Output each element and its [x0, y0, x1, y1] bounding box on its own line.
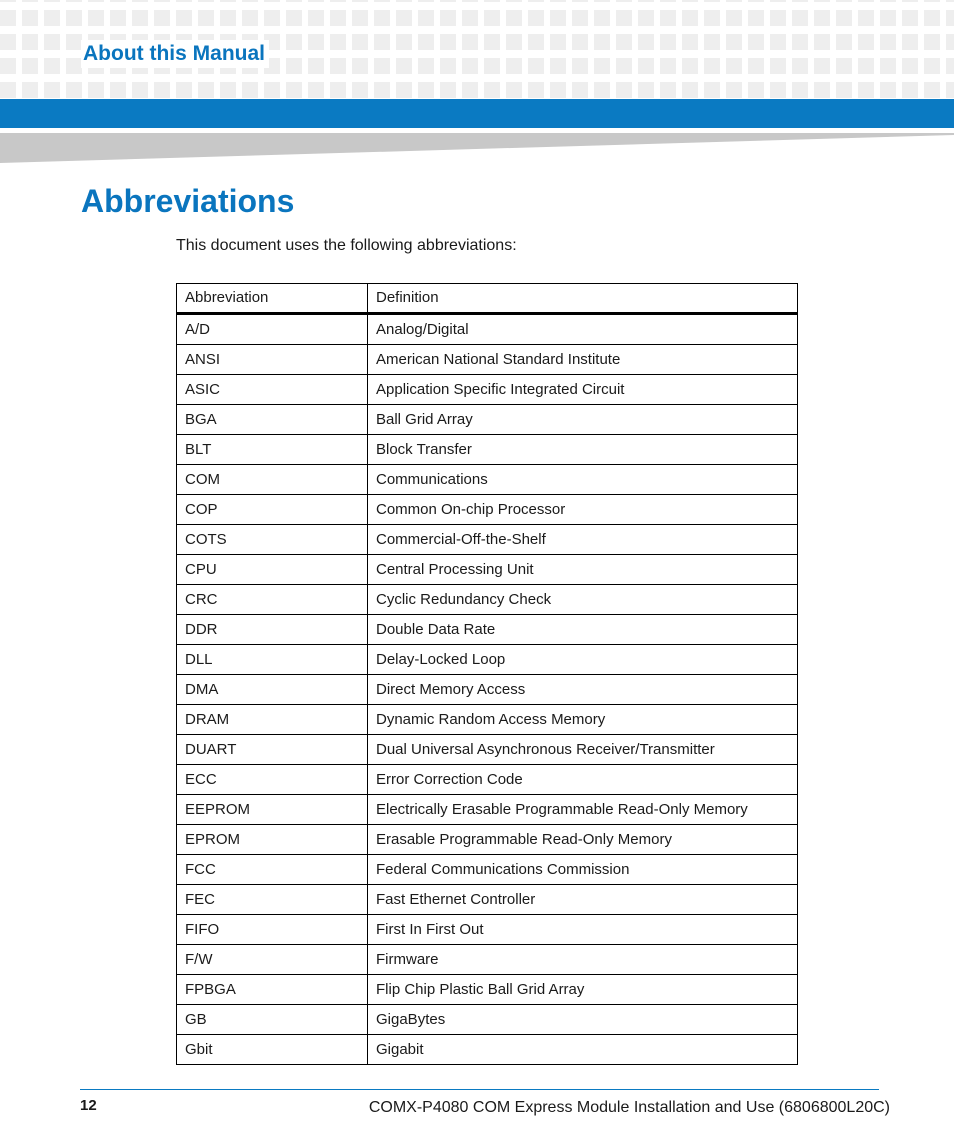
- definition-cell: Flip Chip Plastic Ball Grid Array: [368, 975, 798, 1005]
- document-title: COMX-P4080 COM Express Module Installation and Use (6806800L20C): [368, 1099, 890, 1116]
- definition-cell: Gigabit: [368, 1035, 798, 1065]
- table-row: [177, 795, 798, 825]
- definition-cell: Delay-Locked Loop: [368, 645, 798, 675]
- definition-cell: GigaBytes: [368, 1005, 798, 1035]
- table-header-row: [177, 284, 798, 314]
- table-row: [177, 525, 798, 555]
- definition-cell: Commercial-Off-the-Shelf: [368, 525, 798, 555]
- definition-cell: Dual Universal Asynchronous Receiver/Transmitter: [368, 735, 798, 765]
- table-row: [177, 585, 798, 615]
- definition-cell: First In First Out: [368, 915, 798, 945]
- page-heading: Abbreviations: [81, 183, 295, 219]
- definition-cell: Electrically Erasable Programmable Read-Only Memory: [368, 795, 798, 825]
- abbreviation-cell: EEPROM: [177, 795, 368, 825]
- definition-cell: Cyclic Redundancy Check: [368, 585, 798, 615]
- definition-cell: Fast Ethernet Controller: [368, 885, 798, 915]
- header-blue-bar: [0, 99, 954, 128]
- table-row: [177, 705, 798, 735]
- header-gray-wedge: [0, 131, 954, 163]
- definition-cell: Ball Grid Array: [368, 405, 798, 435]
- abbreviation-cell: F/W: [177, 945, 368, 975]
- abbreviation-cell: ASIC: [177, 375, 368, 405]
- abbreviation-cell: ANSI: [177, 345, 368, 375]
- table-row: [177, 495, 798, 525]
- definition-cell: Direct Memory Access: [368, 675, 798, 705]
- table-row: [177, 945, 798, 975]
- abbreviations-table: [176, 283, 798, 1065]
- abbreviation-cell: DDR: [177, 615, 368, 645]
- table-row: [177, 555, 798, 585]
- abbreviation-cell: BGA: [177, 405, 368, 435]
- definition-cell: Federal Communications Commission: [368, 855, 798, 885]
- section-title: About this Manual: [81, 40, 269, 68]
- abbreviation-cell: BLT: [177, 435, 368, 465]
- abbreviation-cell: COM: [177, 465, 368, 495]
- column-header-definition: Definition: [368, 284, 798, 314]
- table-row: [177, 645, 798, 675]
- definition-cell: Common On-chip Processor: [368, 495, 798, 525]
- table-row: [177, 915, 798, 945]
- table-row: [177, 765, 798, 795]
- abbreviation-cell: COP: [177, 495, 368, 525]
- definition-cell: Analog/Digital: [368, 314, 798, 345]
- table-row: [177, 1035, 798, 1065]
- definition-cell: American National Standard Institute: [368, 345, 798, 375]
- table-row: [177, 885, 798, 915]
- definition-cell: Application Specific Integrated Circuit: [368, 375, 798, 405]
- abbreviation-cell: GB: [177, 1005, 368, 1035]
- definition-cell: Block Transfer: [368, 435, 798, 465]
- intro-text: This document uses the following abbreviations:: [176, 237, 517, 254]
- table-row: [177, 405, 798, 435]
- page-number: 12: [80, 1097, 97, 1114]
- abbreviation-cell: CPU: [177, 555, 368, 585]
- abbreviation-cell: Gbit: [177, 1035, 368, 1065]
- table-row: [177, 435, 798, 465]
- table-row: [177, 1005, 798, 1035]
- abbreviation-cell: FEC: [177, 885, 368, 915]
- table-row: [177, 345, 798, 375]
- table-row: [177, 825, 798, 855]
- table-row: [177, 735, 798, 765]
- abbreviation-cell: A/D: [177, 314, 368, 345]
- abbreviation-cell: FPBGA: [177, 975, 368, 1005]
- abbreviation-cell: CRC: [177, 585, 368, 615]
- column-header-abbreviation: Abbreviation: [177, 284, 368, 314]
- abbreviation-cell: DUART: [177, 735, 368, 765]
- footer-divider: [80, 1089, 879, 1090]
- abbreviation-cell: DMA: [177, 675, 368, 705]
- definition-cell: Dynamic Random Access Memory: [368, 705, 798, 735]
- abbreviation-cell: COTS: [177, 525, 368, 555]
- table-row: [177, 855, 798, 885]
- table-row: [177, 675, 798, 705]
- abbreviation-cell: ECC: [177, 765, 368, 795]
- abbreviation-cell: FIFO: [177, 915, 368, 945]
- table-row: [177, 465, 798, 495]
- definition-cell: Firmware: [368, 945, 798, 975]
- abbreviation-cell: DRAM: [177, 705, 368, 735]
- definition-cell: Erasable Programmable Read-Only Memory: [368, 825, 798, 855]
- abbreviation-cell: FCC: [177, 855, 368, 885]
- abbreviation-cell: DLL: [177, 645, 368, 675]
- definition-cell: Double Data Rate: [368, 615, 798, 645]
- definition-cell: Communications: [368, 465, 798, 495]
- definition-cell: Central Processing Unit: [368, 555, 798, 585]
- table-row: [177, 615, 798, 645]
- table-row: [177, 975, 798, 1005]
- table-row: [177, 314, 798, 345]
- table-row: [177, 375, 798, 405]
- definition-cell: Error Correction Code: [368, 765, 798, 795]
- abbreviation-cell: EPROM: [177, 825, 368, 855]
